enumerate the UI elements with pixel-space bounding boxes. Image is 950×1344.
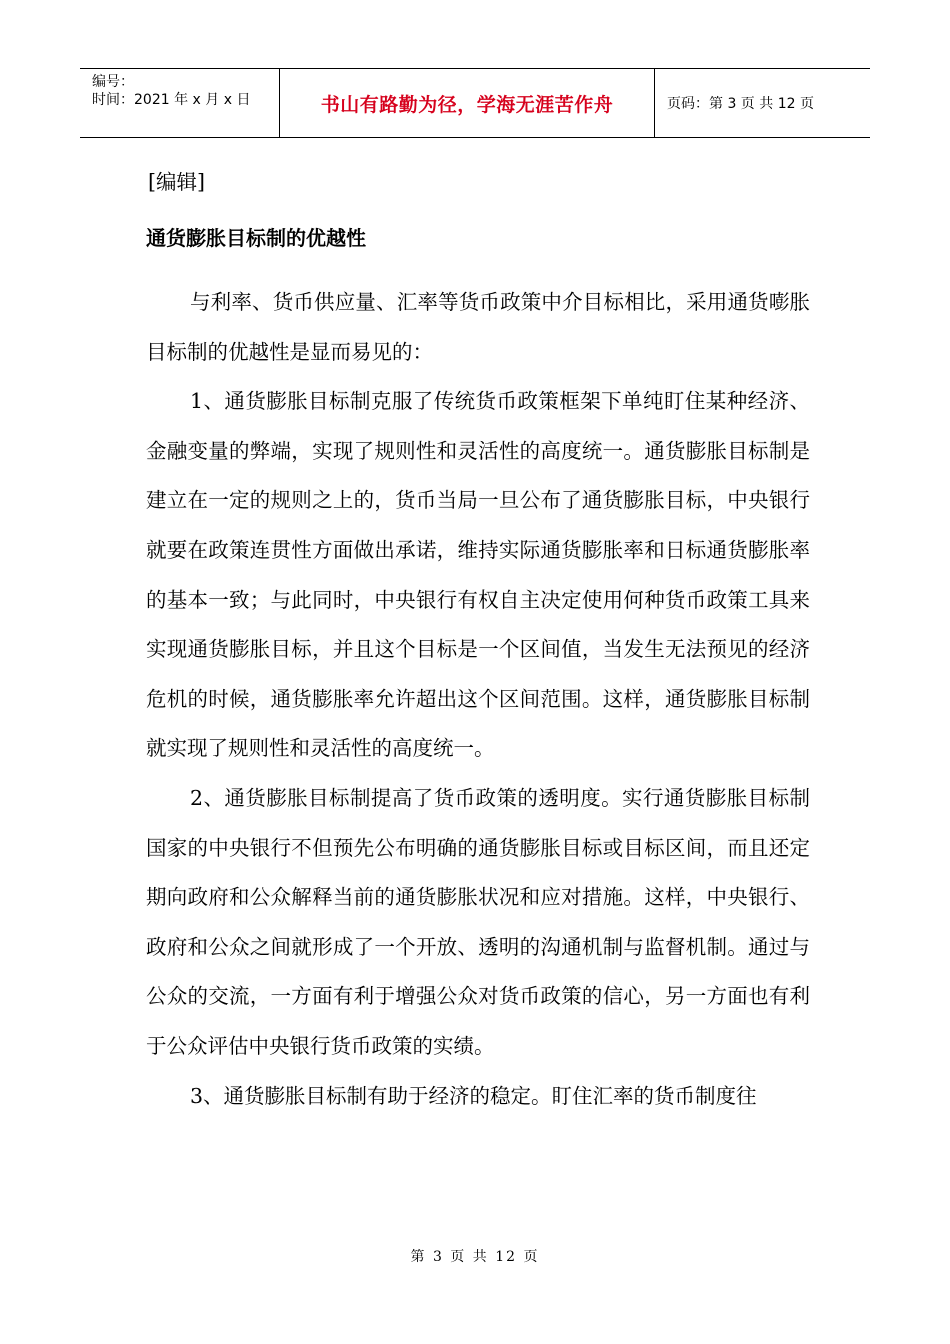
header-time-label: 时间：2021 年 x 月 x 日 (92, 92, 251, 108)
paragraph-point-1: 1、通货膨胀目标制克服了传统货币政策框架下单纯盯住某种经济、金融变量的弊端，实现了规则性和灵活性的高度统一。通货膨胀目标制是建立在一定的规则之上的，货币当局一旦公布了通货膨胀目标，中央银行就要在政策连贯性方面做出承诺，维持实际通货膨胀率和日标通货膨胀率的基本一致；与此同时，中央银行有权自主决定使用何种货币政策工具来实现通货膨胀目标，并且这个目标是一个区间值，当发生无法预见的经济危机的时候，通货膨胀率允许超出这个区间范围。这样，通货膨胀目标制就实现了规则性和灵活性的高度统一。 (146, 389, 810, 761)
header-motto: 书山有路勤为径，学海无涯苦作舟 (280, 69, 655, 137)
paragraph-point-2: 2、通货膨胀目标制提高了货币政策的透明度。实行通货膨胀目标制国家的中央银行不但预先公布明确的通货膨胀目标或目标区间，而且还定期向政府和公众解释当前的通货膨胀状况和应对措施。这样，中央银行、政府和公众之间就形成了一个开放、透明的沟通机制与监督机制。通过与公众的交流，一方面有利于增强公众对货币政策的信心，另一方面也有利于公众评估中央银行货币政策的实绩。 (146, 785, 810, 1058)
page-footer: 第 3 页 共 12 页 (410, 1249, 540, 1265)
header-meta (80, 69, 280, 137)
paragraph-point-3: 3、通货膨胀目标制有助于经济的稳定。盯住汇率的货币制度往 (190, 1083, 757, 1108)
edit-link[interactable]: [编辑] (148, 170, 205, 194)
page-header (80, 68, 870, 138)
header-page-info: 页码：第 3 页 共 12 页 (667, 96, 814, 112)
section-heading: 通货膨胀目标制的优越性 (146, 226, 366, 250)
document-body (146, 158, 810, 1121)
paragraph-intro: 与利率、货币供应量、汇率等货币政策中介目标相比，采用通货嘭胀目标制的优越性是显而易见的： (146, 290, 810, 364)
header-number-label: 编号： (92, 74, 134, 90)
